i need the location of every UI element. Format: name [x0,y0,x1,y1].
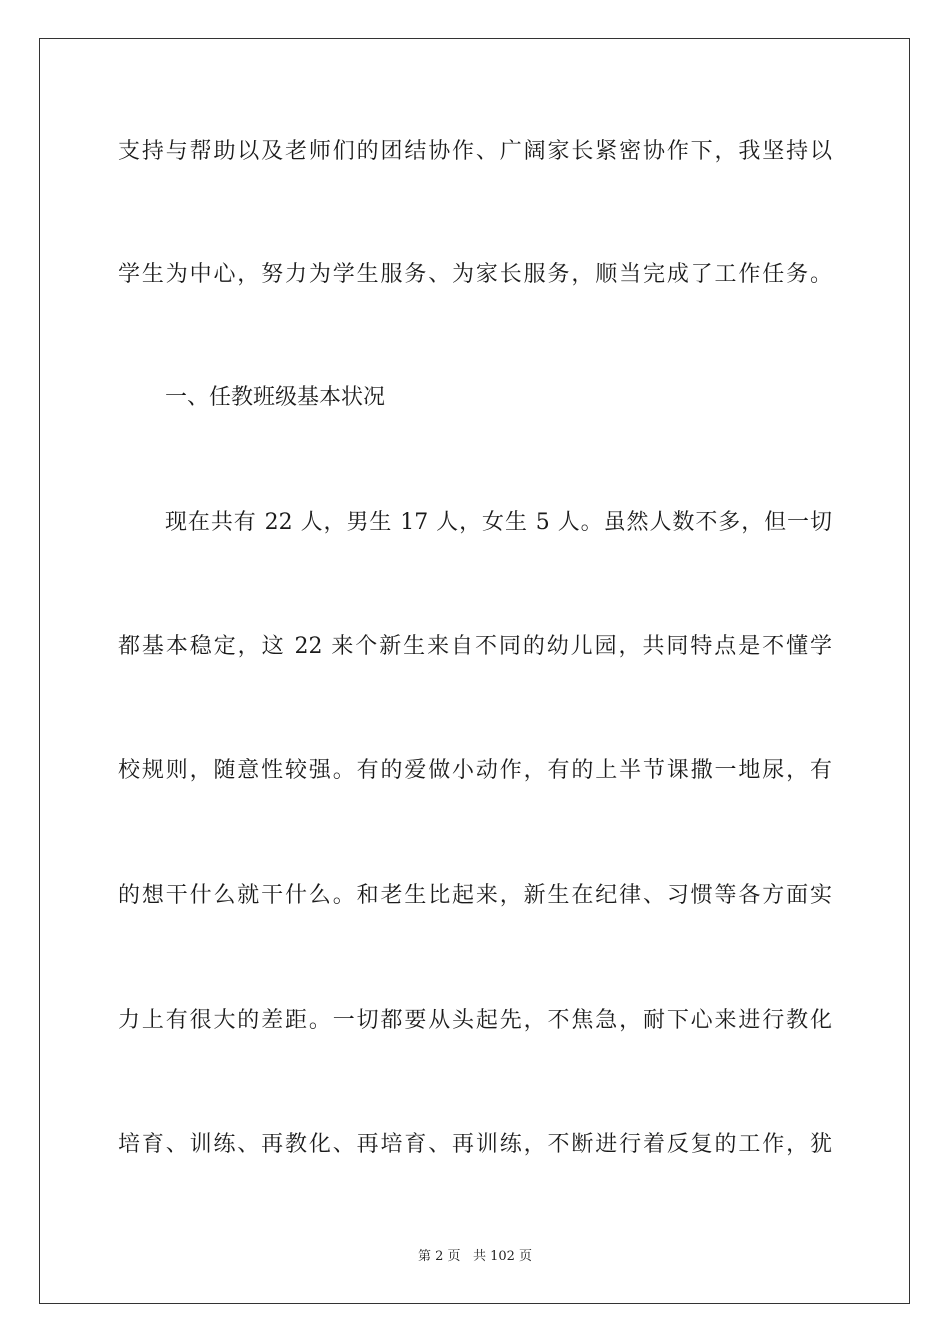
page-total: 共 102 页 [472,1249,533,1264]
page-number: 第 2 页 [417,1249,461,1264]
body-text-line: 都基本稳定，这 22 来个新生来自不同的幼儿园，共同特点是不懂学 [118,634,832,659]
body-text-line: 培育、训练、再教化、再培育、再训练，不断进行着反复的工作，犹 [118,1132,832,1157]
body-text-line: 校规则，随意性较强。有的爱做小动作，有的上半节课撒一地尿，有 [118,758,832,783]
body-text-line: 的想干什么就干什么。和老生比起来，新生在纪律、习惯等各方面实 [118,883,832,908]
body-text-line: 支持与帮助以及老师们的团结协作、广阔家长紧密协作下，我坚持以 [118,139,832,164]
page-footer [0,1248,950,1266]
section-heading: 一、任教班级基本状况 [165,385,386,410]
page-border [39,38,910,1304]
body-text-line: 现在共有 22 人，男生 17 人，女生 5 人。虽然人数不多，但一切 [165,510,832,535]
body-text-line: 力上有很大的差距。一切都要从头起先，不焦急，耐下心来进行教化 [118,1008,832,1033]
body-text-line: 学生为中心，努力为学生服务、为家长服务，顺当完成了工作任务。 [118,262,832,287]
